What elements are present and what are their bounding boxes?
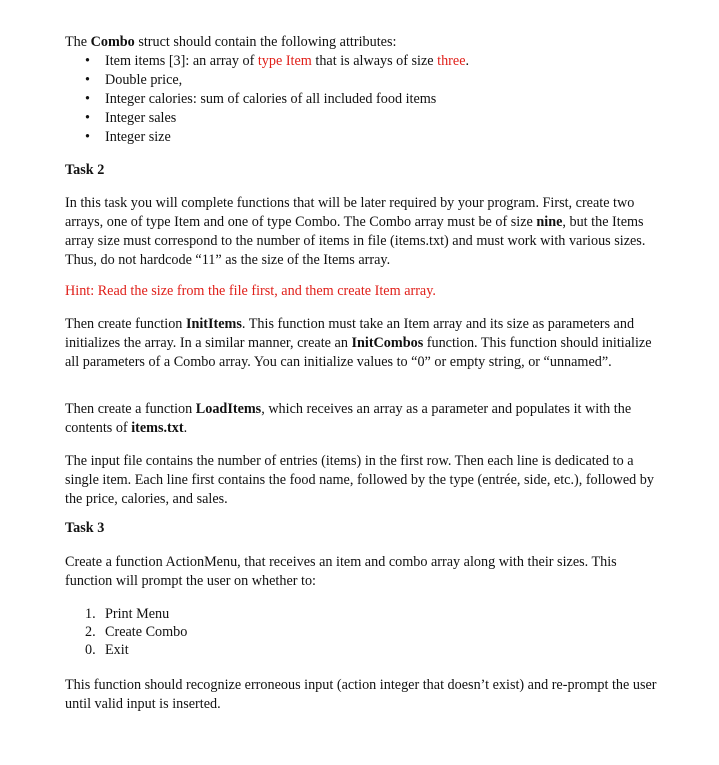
attribute-list [65, 52, 625, 147]
paragraph-text: Then create function [65, 316, 186, 332]
bullet-icon: • [85, 110, 90, 126]
paragraph-text: . This function must take an Item array and its size as parameters and initializes the array. In a similar manner, create an [65, 316, 635, 351]
option-number: 1. [85, 606, 96, 622]
bullet-icon: • [85, 91, 90, 107]
function-name: InitItems [185, 316, 242, 332]
task2-paragraph-2 [65, 315, 665, 372]
option-label: Create Combo [105, 624, 188, 640]
list-item [65, 605, 465, 623]
task3-paragraph-2: This function should recognize erroneous input (action integer that doesn’t exist) and re-prompt the user until valid input is inserted. [65, 677, 657, 712]
highlight-text: type Item [257, 53, 312, 69]
list-item [65, 623, 465, 641]
intro-paragraph [65, 33, 665, 52]
attribute-text: that is always of size [311, 53, 438, 69]
attribute-text: Item items [3]: an array of [105, 53, 258, 69]
paragraph-text: , which receives an array as a parameter and populates it with the contents of [65, 401, 632, 436]
option-label: Print Menu [105, 606, 170, 622]
paragraph-text: Then create a function [65, 401, 196, 417]
option-number: 0. [85, 642, 96, 658]
task3-heading: Task 3 [65, 520, 105, 536]
bullet-icon: • [85, 129, 90, 145]
function-name: InitCombos [351, 335, 424, 351]
task2-paragraph-4: The input file contains the number of entries (items) in the first row. Then each line is dedicated to a single item. Each line first contains the food name, followed by the type (entrée, side, etc.), followed by the price, calories, and sales. [65, 453, 654, 507]
paragraph-text: , but the Items array size must correspond to the number of items in file (items.txt) and must work with various sizes. Thus, do not hardcode “11” as the size of the Items array. [65, 214, 646, 268]
attribute-text: Integer sales [105, 110, 177, 126]
menu-option-list [65, 605, 465, 659]
function-name: LoadItems [195, 401, 262, 417]
list-item [65, 90, 625, 109]
task2-paragraph-1 [65, 194, 665, 270]
struct-name: Combo [90, 34, 135, 50]
intro-text: The [65, 34, 91, 50]
list-item [65, 128, 625, 147]
bullet-icon: • [85, 72, 90, 88]
attribute-text: Double price, [105, 72, 183, 88]
bullet-icon: • [85, 53, 90, 69]
option-number: 2. [85, 624, 96, 640]
hint-text: Hint: Read the size from the file first, and them create Item array. [65, 283, 436, 299]
task2-paragraph-3 [65, 400, 665, 438]
task2-heading: Task 2 [65, 162, 105, 178]
list-item [65, 641, 465, 659]
highlight-text: three [437, 53, 466, 69]
bold-text: nine [536, 214, 563, 230]
paragraph-text: function. This function should initialize all parameters of a Combo array. You can initialize values to “0” or empty string, or “unnamed”. [65, 335, 652, 370]
list-item [65, 71, 625, 90]
attribute-text: Integer calories: sum of calories of all included food items [105, 91, 437, 107]
option-label: Exit [105, 642, 129, 658]
paragraph-text: . [183, 420, 188, 436]
list-item [65, 109, 625, 128]
paragraph-text: In this task you will complete functions that will be later required by your program. First, create two arrays, one of type Item and one of type Combo. The Combo array must be of size [65, 195, 635, 230]
attribute-text: Integer size [105, 129, 171, 145]
attribute-text: . [465, 53, 470, 69]
list-item [65, 52, 625, 71]
file-name: items.txt [131, 420, 184, 436]
intro-text-end: struct should contain the following attributes: [134, 34, 397, 50]
task3-paragraph-1: Create a function ActionMenu, that receives an item and combo array along with their sizes. This function will prompt the user on whether to: [65, 554, 617, 589]
